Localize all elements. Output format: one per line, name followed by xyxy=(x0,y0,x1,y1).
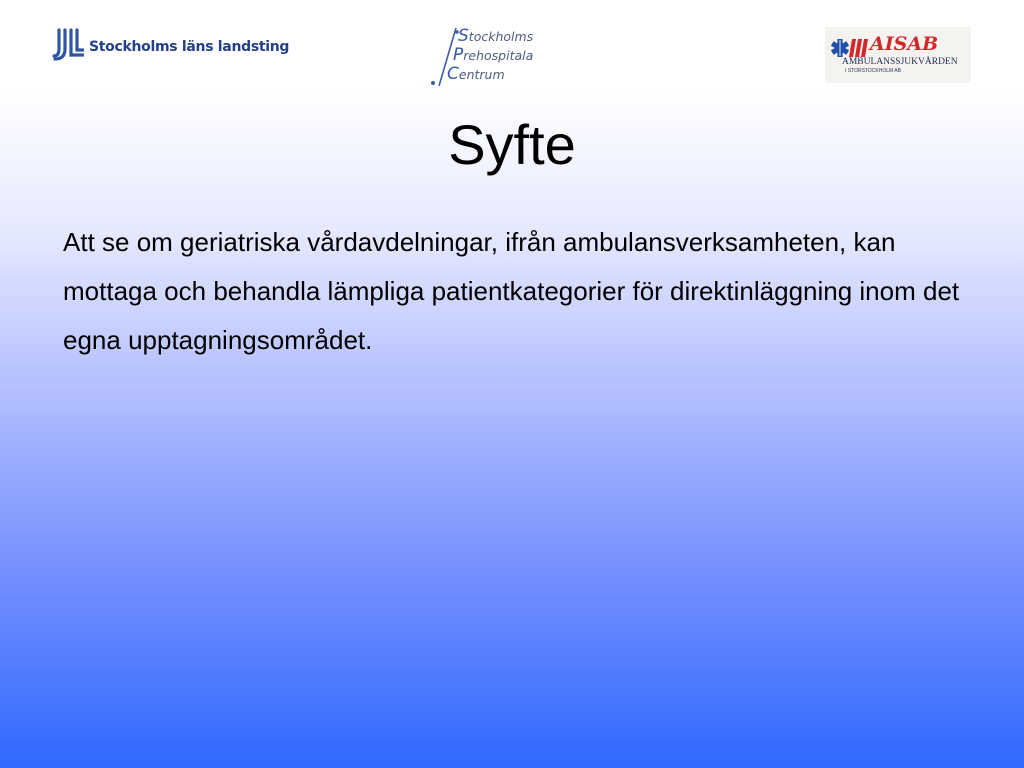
slide-title: Syfte xyxy=(448,113,576,176)
spc-line-2: Prehospitala xyxy=(453,45,534,65)
logo-left-text: Stockholms läns landsting xyxy=(89,38,290,55)
aisab-title: AISAB xyxy=(870,33,939,55)
slide-body-text: Att se om geriatriska vårdavdelningar, ifrån ambulansverksamheten, kan mottaga och behandla lämpliga patientkategorier för direktinläggning inom det egna upptagningsområdet. xyxy=(63,227,960,355)
jl-monogram-icon xyxy=(52,28,84,62)
logo-aisab xyxy=(825,27,971,83)
logo-stockholms-lans-landsting xyxy=(52,28,289,62)
spc-line-1: Stockholms xyxy=(458,26,534,46)
logo-stockholms-prehospitala-centrum xyxy=(426,26,566,90)
spc-line-3: Centrum xyxy=(447,64,505,84)
aisab-subtitle: AMBULANSSJUKVÅRDEN xyxy=(842,57,958,67)
aisab-small-text: I STORSTOCKHOLM AB xyxy=(845,68,901,74)
